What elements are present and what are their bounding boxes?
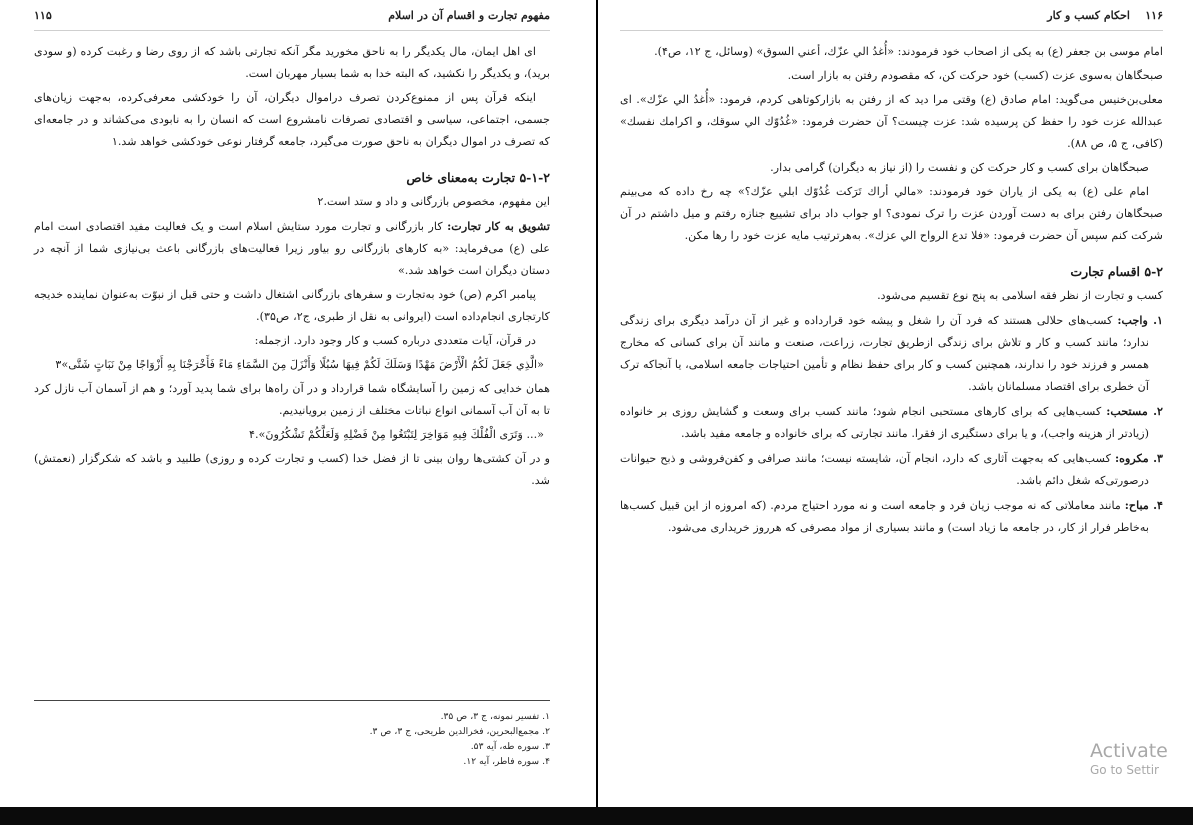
page-title: احکام کسب و کار [1047,8,1130,22]
section-heading: ۵-۲ اقسام تجارت [1070,264,1163,279]
footnotes [34,700,550,769]
footnote: ۲. مجمع‌البحرین، فخرالدین طریحی، ج ۳، ص ۳. [369,726,550,737]
quran-verse: «... وَتَرَى الْفُلْكَ فِيهِ مَوَاخِرَ لِتَبْتَغُوا مِنْ فَضْلِهِ وَلَعَلَّكُمْ تَشْكُرُونَ».۴ [248,428,544,441]
list-item [620,400,1163,445]
paragraph: امام علی (ع) به یکی از یاران خود فرمودند: «مالي أراك تَرَكت غُدُوّك ابلي عزّك؟» چه رخ داده که می‌بینم صبحگاهان رفتن برای به دست آوردن عزت را ترک نمودی؟ او جواب داد برای تشییع جنازه رفتم و میل داشتم در آن شرکت کنم سپس آن حضرت فرمود: «فلا تدع الرواح الي عزك». به‌هرترتیب مایه عزت خود را رها مکن. [620,185,1163,242]
paragraph: اینکه قرآن پس از ممنوع‌کردن تصرف دراموال دیگران، آن را خودکشی معرفی‌کرده، به‌جهت زیان‌های جسمی، اجتماعی، سیاسی و اقتصادی تصرفات نامشروع است که انسان را به نابودی می‌کشاند و در جامعه‌ای که تصرف در اموال دیگران به ناحق صورت می‌گیرد، جامعه گرفتار نوعی خودکشی خواهد شد.۱ [34,91,550,148]
page-title: مفهوم تجارت و اقسام آن در اسلام [388,8,550,22]
paragraph: ای اهل ایمان، مال یکدیگر را به ناحق مخورید مگر آنکه تجارتی باشد که از روی رضا و رغبت کرده (و سودی برید)، و یکدیگر را نکشید، که البته خدا به شما بسیار مهربان است. [34,45,550,80]
list-item-text: کسب‌های حلالی هستند که فرد آن را شغل و پیشه خود قرارداده و غیر از آن درآمد دیگری برای زندگی ندارد؛ مانند کسب و کار و تلاش برای زندگی ازطریق تجارت، زراعت، صنعت و مانند آن برای کسانی که مخارج همسر و فرزند خود را ندارند، همچنین کسب و کار برای حفظ نظام و تأمین احتیاجات جامعه اسلامی، یا آنجاکه ترک آن خطری برای اقتصاد مسلمانان باشد. [620,314,1149,393]
page-115 [0,0,598,807]
bold-lead: تشویق به کار تجارت: [447,219,550,233]
paragraph: امام موسی بن جعفر (ع) به یکی از اصحاب خود فرمودند: «أُغدُ الي عزّك، أعني السوق» (وسائل، ج ۱۲، ص۴). [654,45,1163,58]
paragraph: پیامبر اکرم (ص) خود به‌تجارت و سفرهای بازرگانی اشتغال داشت و حتی قبل از نبوّت به‌عنوان نماینده خدیجه کارتجاری انجام‌داده است (ایروانی به نقل از طبری، ج۲، ص۳۵). [34,288,550,323]
bottom-bar [0,807,1193,825]
list-item [620,494,1163,539]
paragraph-text: کار بازرگانی و تجارت مورد ستایش اسلام است و یک فعالیت مفید اقتصادی است امام علی (ع) می‌فرماید: «به کارهای بازرگانی رو بیاور زیرا فعالیت‌های بازرگانی باعث بی‌نیازی شما از آنچه در دستان دیگران است خواهد شد.» [34,220,550,277]
paragraph: این مفهوم، مخصوص بازرگانی و داد و ستد است.۲ [317,195,550,208]
section-heading: ۵-۱-۲ تجارت به‌معنای خاص [406,170,550,185]
list-item-key: ۳. مکروه: [1114,451,1164,465]
list-item [620,447,1163,492]
verse-translation: و در آن کشتی‌ها روان بینی تا از فضل خدا (کسب و تجارت کرده و روزی) طلبید و باشد که شکرگزار (نعمتش) شد. [34,452,550,487]
list-item [620,309,1163,398]
quran-verse: «الَّذِي جَعَلَ لَكُمُ الْأَرْضَ مَهْدًا وَسَلَكَ لَكُمْ فِيهَا سُبُلًا وَأَنْزَلَ مِنَ السَّمَاءِ مَاءً فَأَخْرَجْنَا بِهِ أَزْوَاجًا مِنْ نَبَاتٍ شَتَّى»۳ [55,358,544,371]
running-header-left [34,0,550,31]
footnote: ۱. تفسیر نمونه، ج ۳، ص ۳۵. [440,711,550,722]
running-header-right [620,0,1163,31]
paragraph: صبحگاهان به‌سوی عزت (کسب) خود حرکت کن، که مقصودم رفتن به بازار است. [787,69,1163,82]
list-item-key: ۴. مباح: [1124,498,1163,512]
watermark-line: Go to Settir [1090,763,1159,777]
page-number: ۱۱۵ [34,8,52,22]
list-item-key: ۱. واجب: [1117,313,1163,327]
watermark-line: Activate [1090,740,1168,762]
list-item-text: مانند معاملاتی که نه موجب زیان فرد و جامعه است و نه مورد احتیاج مردم. (که امروزه از این قبیل کسب‌ها به‌خاطر فرار از کار، در جامعه ما زیاد است) و مانند بسیاری از مواد مصرفی که هرروز خریداری می‌شود. [620,499,1149,534]
paragraph: صبحگاهان برای کسب و کار حرکت کن و نفست را (از نیاز به دیگران) گرامی بدار. [770,161,1149,174]
footnote: ۳. سوره طه، آیه ۵۳. [470,741,550,752]
list-item-text: کسب‌هایی که برای کارهای مستحبی انجام شود؛ مانند کسب برای وسعت و گشایش روزی بر خانواده (زیادتر از هزینه واجب)، و یا برای دستگیری از فقرا. مانند تجارتی که برای خانواده و جامعه مفید باشد. [620,405,1149,440]
paragraph: در قرآن، آیات متعددی درباره کسب و کار وجود دارد. ازجمله: [254,334,536,347]
verse-translation: همان خدایی که زمین را آسایشگاه شما قرارداد و در آن راه‌ها برای شما پدید آورد؛ و هم از آسمان آب نازل کرد تا به آن آب آسمانی انواع نباتات مختلف از زمین برویانیدیم. [34,382,550,417]
list-item-text: کسب‌هایی که به‌جهت آثاری که دارد، انجام آن، شایسته نیست؛ مانند صرافی و کفن‌فروشی و ذبح حیوانات درصورتی‌که شغل دائم باشد. [620,452,1149,487]
paragraph [34,215,550,282]
page-body [34,41,550,492]
page-header-group [1047,9,1163,22]
page-116 [598,0,1191,807]
paragraph: معلی‌بن‌خنیس می‌گوید: امام صادق (ع) وقتی مرا دید که از رفتن به بازارکوتاهی کردم، فرمود: «أُغدُ الي عزّك». ای عبدالله عزت خود را حفظ کن پرسیده شد: عزت چیست؟ آن حضرت فرمود: «غُدُوّك الي سوقك، و اكرامك نفسك» (کافی، ج ۵، ص ۸۸). [620,93,1163,150]
footnote: ۴. سوره فاطر، آیه ۱۲. [463,756,550,767]
list-item-key: ۲. مستحب: [1106,404,1163,418]
page-body [620,41,1163,539]
page-number: ۱۱۶ [1145,8,1163,22]
paragraph: کسب و تجارت از نظر فقه اسلامی به پنج نوع تقسیم می‌شود. [877,289,1163,302]
